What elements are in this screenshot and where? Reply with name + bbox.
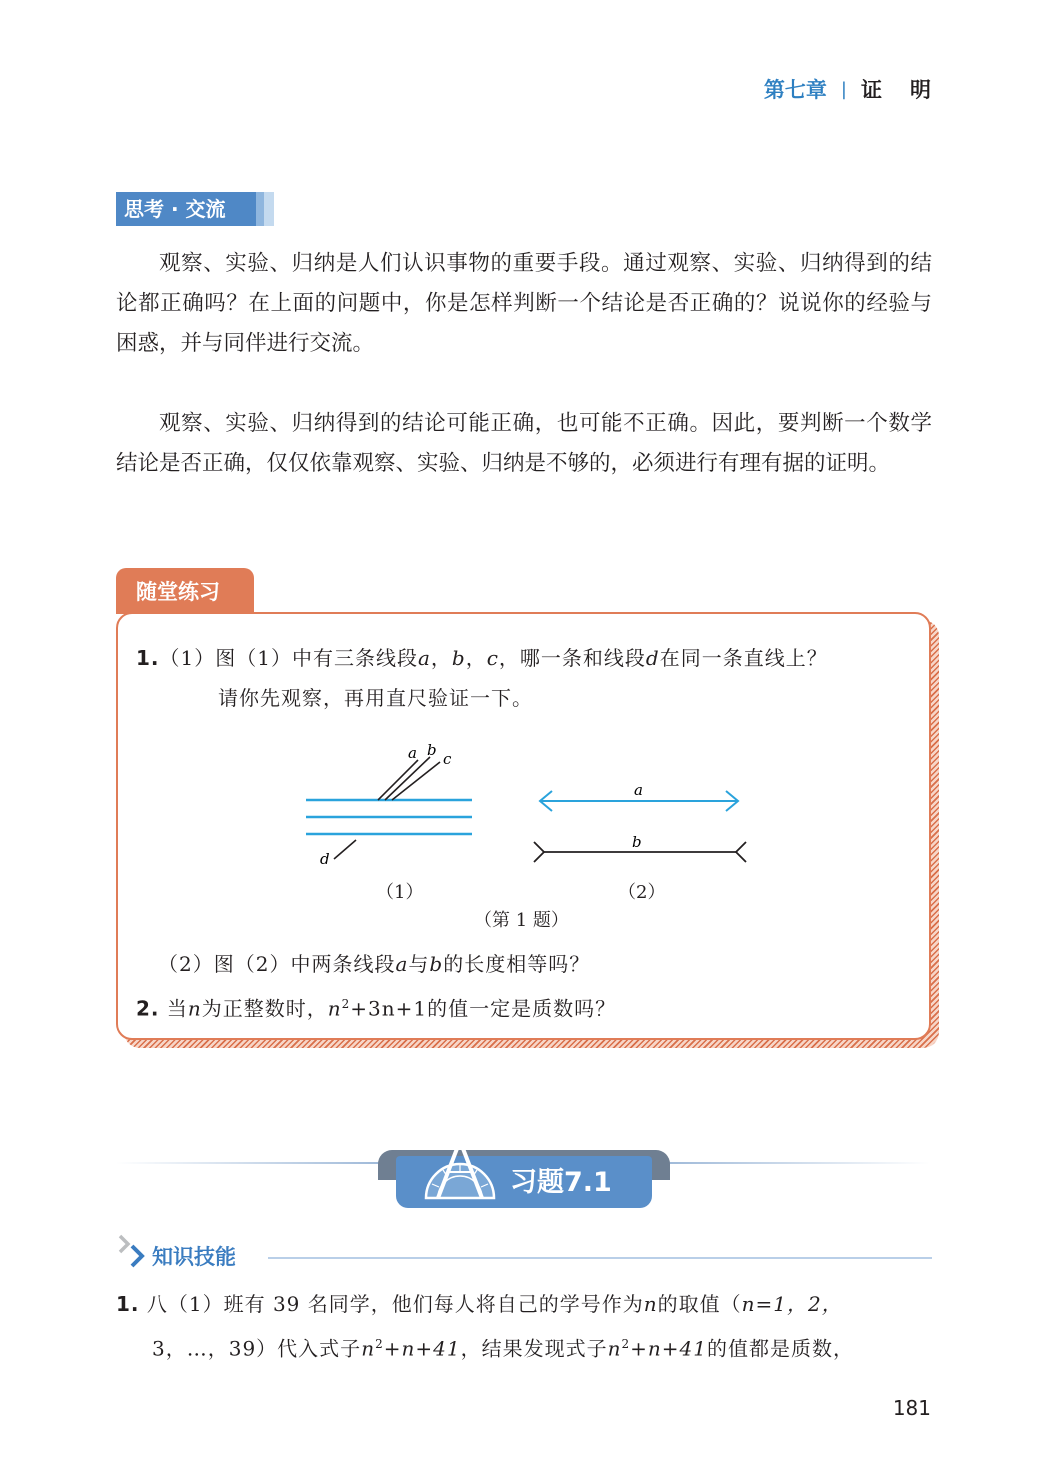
- label-c: c: [443, 750, 452, 768]
- ex1-text-4: ，结果发现式子: [460, 1336, 608, 1361]
- section-heading: 知识技能: [152, 1245, 236, 1269]
- ex1-exponent-2: 2: [621, 1337, 631, 1351]
- var-c: c: [486, 646, 499, 670]
- header-separator: |: [840, 78, 847, 100]
- figure-1: [306, 742, 472, 868]
- segment-c: [392, 762, 440, 800]
- segment-b: [385, 757, 430, 800]
- figure-1-caption: （1）: [376, 882, 424, 903]
- exponent-2: 2: [341, 997, 351, 1011]
- figure-caption: （第 1 题）: [474, 910, 569, 931]
- q1-text-1: （1）图（1）中有三条线段: [159, 646, 418, 670]
- q1-2-text-3: 的长度相等吗？: [443, 952, 591, 976]
- ex1-text-5: 的值都是质数，: [706, 1336, 854, 1361]
- var-n-2: n: [327, 996, 342, 1021]
- ex1-expression-1: +n+41: [383, 1336, 461, 1361]
- q1-number: 1.: [136, 646, 160, 670]
- chapter-header: [763, 74, 959, 104]
- segment-d: [334, 840, 356, 859]
- ex1-text-2: 的取值（: [657, 1292, 742, 1316]
- q2-text-2: 为正整数时，: [201, 996, 328, 1021]
- label-a: a: [408, 744, 417, 762]
- think-talk-label: 思考 · 交流: [116, 192, 256, 226]
- exercise-1-number: 1.: [116, 1292, 140, 1316]
- section-heading-rule: [268, 1257, 932, 1259]
- exercise-1-line1: [116, 1284, 843, 1324]
- var-a-2: a: [395, 952, 409, 976]
- q2-text-3: 的值一定是质数吗？: [427, 996, 617, 1021]
- q2-number: 2.: [136, 996, 160, 1021]
- chapter-number: 第七章: [763, 78, 827, 102]
- label-a-2: a: [634, 781, 643, 799]
- ex1-var-n-3: n: [607, 1336, 622, 1361]
- fin-right: [736, 842, 746, 862]
- conclusion-paragraph: 观察、实验、归纳得到的结论可能正确，也可能不正确。因此，要判断一个数学结论是否正确，仅仅依靠观察、实验、归纳是不够的，必须进行有理有据的证明。: [116, 411, 932, 476]
- ex1-text-1: 八（1）班有 39 名同学，他们每人将自己的学号作为: [146, 1292, 644, 1316]
- ex1-var-n: n: [643, 1292, 658, 1316]
- practice-q1-line2: 请你先观察，再用直尺验证一下。: [218, 686, 533, 710]
- q1-2-text-2: 与: [408, 952, 430, 976]
- exercise-banner-title: 习题7.1: [510, 1167, 612, 1198]
- var-b: b: [451, 646, 466, 670]
- think-paragraph: 观察、实验、归纳是人们认识事物的重要手段。通过观察、实验、归纳得到的结论都正确吗？在上面的问题中，你是怎样判断一个结论是否正确的？说说你的经验与困惑，并与同伴进行交流。: [116, 251, 932, 356]
- segment-a: [378, 760, 418, 800]
- figure-2-caption: （2）: [618, 882, 666, 903]
- chapter-title: 证明: [861, 78, 959, 102]
- var-b-2: b: [429, 952, 444, 976]
- ex1-text-3: 3，…，39）代入式子: [152, 1336, 362, 1361]
- page-number: 181: [892, 1396, 931, 1420]
- q1-text-2: ，哪一条和线段: [498, 646, 646, 670]
- q2-expression: +3n+1: [350, 996, 428, 1021]
- ex1-exponent-1: 2: [375, 1337, 384, 1351]
- practice-q1-line1: [136, 638, 828, 678]
- banner-line-left: [116, 1162, 386, 1164]
- var-n: n: [187, 996, 202, 1021]
- exercise-1-line2: [152, 1324, 854, 1369]
- q1-text-3: 在同一条直线上？: [659, 646, 828, 670]
- practice-tab: 随堂练习: [116, 568, 254, 614]
- chevron-right-icon: [116, 1232, 150, 1268]
- q2-text-1: 当: [166, 996, 188, 1021]
- ex1-var-n-2: n: [361, 1336, 376, 1361]
- label-d: d: [320, 850, 330, 868]
- var-a: a: [417, 646, 431, 670]
- figure-2: [534, 781, 746, 862]
- banner-line-right: [660, 1162, 930, 1164]
- label-b-2: b: [632, 833, 642, 851]
- q1-2-text-1: （2）图（2）中两条线段: [158, 952, 396, 976]
- comma-2: ，: [465, 646, 487, 670]
- compass-protractor-icon: [420, 1128, 500, 1204]
- practice-q1-part2: [158, 944, 590, 984]
- ex1-condition: n=1，2，: [741, 1292, 843, 1316]
- segments-figure: [290, 742, 770, 892]
- ex1-expression-2: +n+41: [630, 1336, 707, 1361]
- comma-1: ，: [430, 646, 452, 670]
- var-d: d: [645, 646, 660, 670]
- label-b: b: [427, 742, 437, 759]
- practice-q2: [136, 984, 616, 1029]
- fin-left: [534, 842, 544, 862]
